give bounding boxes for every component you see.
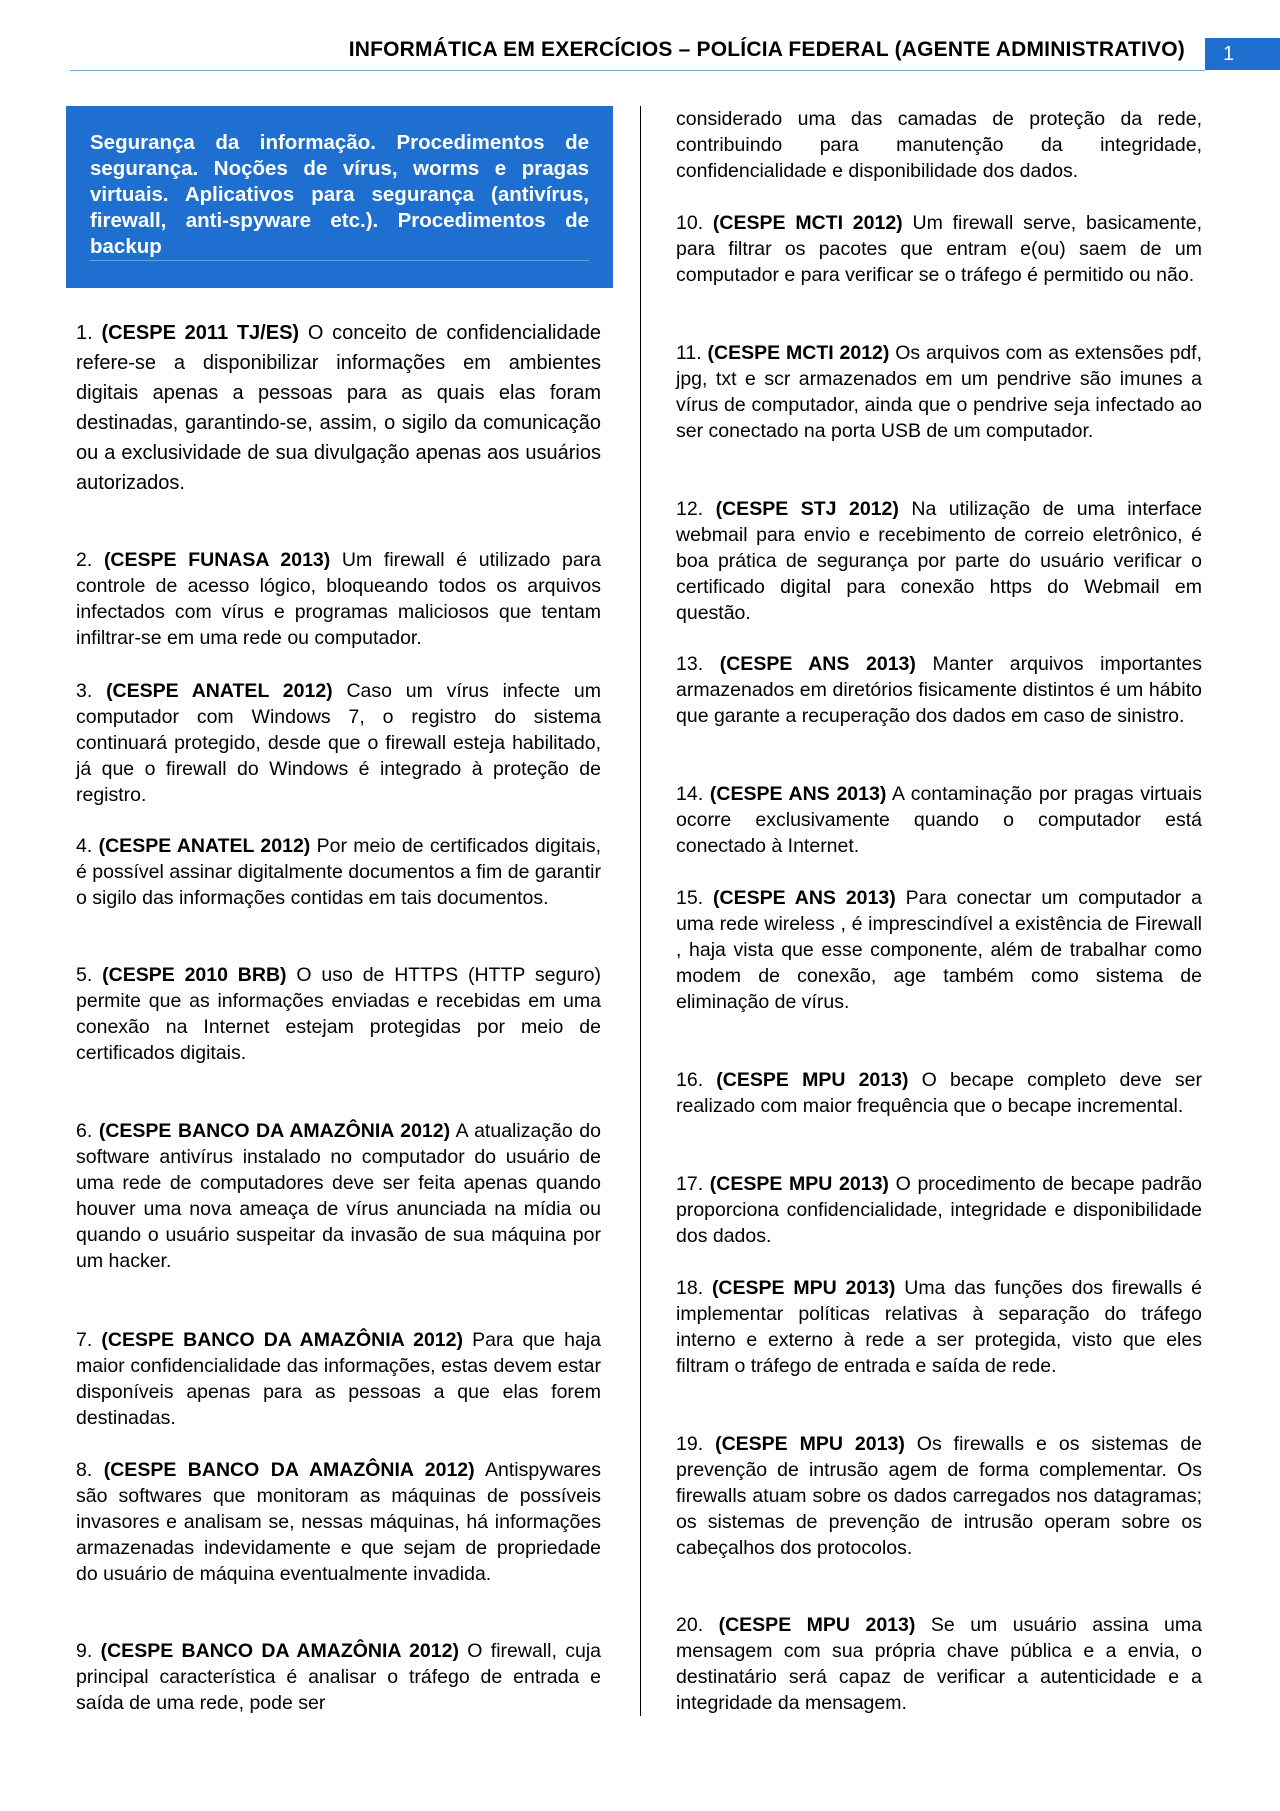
question-12 <box>676 496 1202 626</box>
question-3 <box>76 678 601 808</box>
question-number: 9. <box>76 1640 93 1662</box>
question-text: Uma das funções dos firewalls é implementar políticas relativas à separação do tráfego interno e externo à rede a ser protegida, visto que eles filtram o tráfego de entrada e saída de rede. <box>676 1277 1202 1377</box>
question-text: Para que haja maior confidencialidade das informações, estas devem estar disponíveis apenas para as pessoas a que elas forem destinadas. <box>76 1329 601 1429</box>
question-13 <box>676 651 1202 729</box>
question-text: Por meio de certificados digitais, é possível assinar digitalmente documentos a fim de garantir o sigilo das informações contidas em tais documentos. <box>76 835 601 909</box>
column-divider <box>640 106 641 1716</box>
topic-box <box>66 106 613 288</box>
question-source: (CESPE BANCO DA AMAZÔNIA 2012) <box>101 1329 463 1351</box>
question-number: 15. <box>676 887 704 909</box>
question-source: (CESPE MPU 2013) <box>709 1173 889 1195</box>
question-text: O becape completo deve ser realizado com maior frequência que o becape incremental. <box>676 1069 1202 1117</box>
question-text: A contaminação por pragas virtuais ocorre exclusivamente quando o computador está conectado à Internet. <box>676 783 1202 857</box>
question-source: (CESPE BANCO DA AMAZÔNIA 2012) <box>98 1120 451 1142</box>
question-10 <box>676 210 1202 288</box>
question-number: 12. <box>676 498 704 520</box>
question-number: 14. <box>676 783 704 805</box>
question-text: Um firewall é utilizado para controle de acesso lógico, bloqueando todos os arquivos infectados com vírus e programas maliciosos que tentam infiltrar-se em uma rede ou computador. <box>76 549 601 649</box>
question-14 <box>676 781 1202 859</box>
question-text: Antispywares são softwares que monitoram as máquinas de possíveis invasores e analisam se, nessas máquinas, há informações armazenadas indevidamente e que sejam de propriedade do usuário de máquina eventualmente invadida. <box>76 1459 601 1585</box>
question-source: (CESPE MPU 2013) <box>716 1069 909 1091</box>
question-5 <box>76 962 601 1066</box>
question-6 <box>76 1118 601 1274</box>
question-16 <box>676 1067 1202 1119</box>
question-number: 17. <box>676 1173 704 1195</box>
question-text: Manter arquivos importantes armazenados em diretórios fisicamente distintos é um hábito que garante a recuperação dos dados em caso de sinistro. <box>676 653 1203 727</box>
question-source: (CESPE BANCO DA AMAZÔNIA 2012) <box>103 1459 475 1481</box>
page-number-badge: 1 <box>1205 38 1280 70</box>
question-source: (CESPE FUNASA 2013) <box>103 549 331 571</box>
question-4 <box>76 833 601 911</box>
question-17 <box>676 1171 1202 1249</box>
question-1 <box>76 318 601 498</box>
question-number: 4. <box>76 835 93 857</box>
question-text: O procedimento de becape padrão proporciona confidencialidade, integridade e disponibilidade dos dados. <box>676 1173 1202 1247</box>
question-source: (CESPE MCTI 2012) <box>707 342 890 364</box>
question-source: (CESPE MPU 2013) <box>715 1433 905 1455</box>
question-number: 11. <box>676 342 702 364</box>
question-9 <box>76 1638 601 1716</box>
question-number: 13. <box>676 653 704 675</box>
question-number: 1. <box>76 322 93 344</box>
question-number: 16. <box>676 1069 704 1091</box>
document-title: INFORMÁTICA EM EXERCÍCIOS – POLÍCIA FEDERAL (AGENTE ADMINISTRATIVO) <box>348 38 1185 61</box>
question-text: O firewall, cuja principal característica é analisar o tráfego de entrada e saída de uma rede, pode ser <box>76 1640 601 1714</box>
question-source: (CESPE 2010 BRB) <box>102 964 287 986</box>
question-15 <box>676 885 1202 1015</box>
question-source: (CESPE ANS 2013) <box>719 653 916 675</box>
question-text: Na utilização de uma interface webmail para envio e recebimento de correio eletrônico, é boa prática de segurança por parte do usuário verificar o certificado digital para conexão https do Webmail em questão. <box>676 498 1202 624</box>
question-8 <box>76 1457 601 1587</box>
topic-heading: Segurança da informação. Procedimentos de segurança. Noções de vírus, worms e pragas virtuais. Aplicativos para segurança (antivírus, firewall, anti-spyware etc.). Procedimentos de backup <box>90 130 589 261</box>
question-19 <box>676 1431 1202 1561</box>
question-source: (CESPE 2011 TJ/ES) <box>101 322 300 344</box>
question-text: A atualização do software antivírus instalado no computador do usuário de uma rede de computadores deve ser feita apenas quando houver uma nova ameaça de vírus anunciada na mídia ou quando o usuário suspeitar da invasão de sua máquina por um hacker. <box>76 1120 601 1272</box>
question-7 <box>76 1327 601 1431</box>
question-number: 8. <box>76 1459 93 1481</box>
question-text: Para conectar um computador a uma rede wireless , é imprescindível a existência de Firewall , haja vista que esse componente, além de trabalhar como modem de conexão, age também como sistema de eliminação de vírus. <box>676 887 1202 1013</box>
question-number: 3. <box>76 680 93 702</box>
question-18 <box>676 1275 1202 1379</box>
question-source: (CESPE STJ 2012) <box>715 498 899 520</box>
question-source: (CESPE MPU 2013) <box>718 1614 916 1636</box>
question-number: 20. <box>676 1614 704 1636</box>
question-number: 19. <box>676 1433 704 1455</box>
question-text: O uso de HTTPS (HTTP seguro) permite que as informações enviadas e recebidas em uma conexão na Internet estejam protegidas por meio de certificados digitais. <box>76 964 602 1064</box>
header-rule <box>70 70 1205 71</box>
question-number: 18. <box>676 1277 704 1299</box>
page-header <box>0 38 1280 76</box>
question-11 <box>676 340 1202 444</box>
question-text: Os firewalls e os sistemas de prevenção de intrusão agem de forma complementar. Os firewalls atuam sobre os dados carregados nos datagramas; os sistemas de prevenção de intrusão operam sobre os cabeçalhos dos protocolos. <box>676 1433 1202 1559</box>
question-9-continued <box>676 106 1202 184</box>
question-source: (CESPE ANS 2013) <box>713 887 896 909</box>
question-number: 6. <box>76 1120 93 1142</box>
question-number: 10. <box>676 212 704 234</box>
question-text: O conceito de confidencialidade refere-se a disponibilizar informações em ambientes digitais apenas a pessoas para as quais elas foram destinadas, garantindo-se, assim, o sigilo da comunicação ou a exclusividade de sua divulgação apenas aos usuários autorizados. <box>76 322 601 494</box>
question-text: Um firewall serve, basicamente, para filtrar os pacotes que entram e(ou) saem de um computador e para verificar se o tráfego é permitido ou não. <box>676 212 1202 286</box>
question-source: (CESPE MPU 2013) <box>711 1277 896 1299</box>
question-number: 2. <box>76 549 93 571</box>
question-number: 5. <box>76 964 93 986</box>
question-2 <box>76 547 601 651</box>
question-source: (CESPE BANCO DA AMAZÔNIA 2012) <box>100 1640 459 1662</box>
question-text: Se um usuário assina uma mensagem com sua própria chave pública e a envia, o destinatário será capaz de verificar a autenticidade e a integridade da mensagem. <box>676 1614 1202 1714</box>
question-source: (CESPE ANATEL 2012) <box>106 680 333 702</box>
question-text: Os arquivos com as extensões pdf, jpg, txt e scr armazenados em um pendrive são imunes a vírus de computador, ainda que o pendrive seja infectado ao ser conectado na porta USB de um computador. <box>676 342 1203 442</box>
question-number: 7. <box>76 1329 93 1351</box>
question-20 <box>676 1612 1202 1716</box>
question-source: (CESPE ANS 2013) <box>709 783 887 805</box>
question-source: (CESPE ANATEL 2012) <box>98 835 311 857</box>
question-source: (CESPE MCTI 2012) <box>712 212 903 234</box>
question-text: considerado uma das camadas de proteção da rede, contribuindo para manutenção da integridade, confidencialidade e disponibilidade dos dados. <box>676 108 1202 182</box>
question-text: Caso um vírus infecte um computador com Windows 7, o registro do sistema continuará protegido, desde que o firewall esteja habilitado, já que o firewall do Windows é integrado à proteção de registro. <box>76 680 602 806</box>
